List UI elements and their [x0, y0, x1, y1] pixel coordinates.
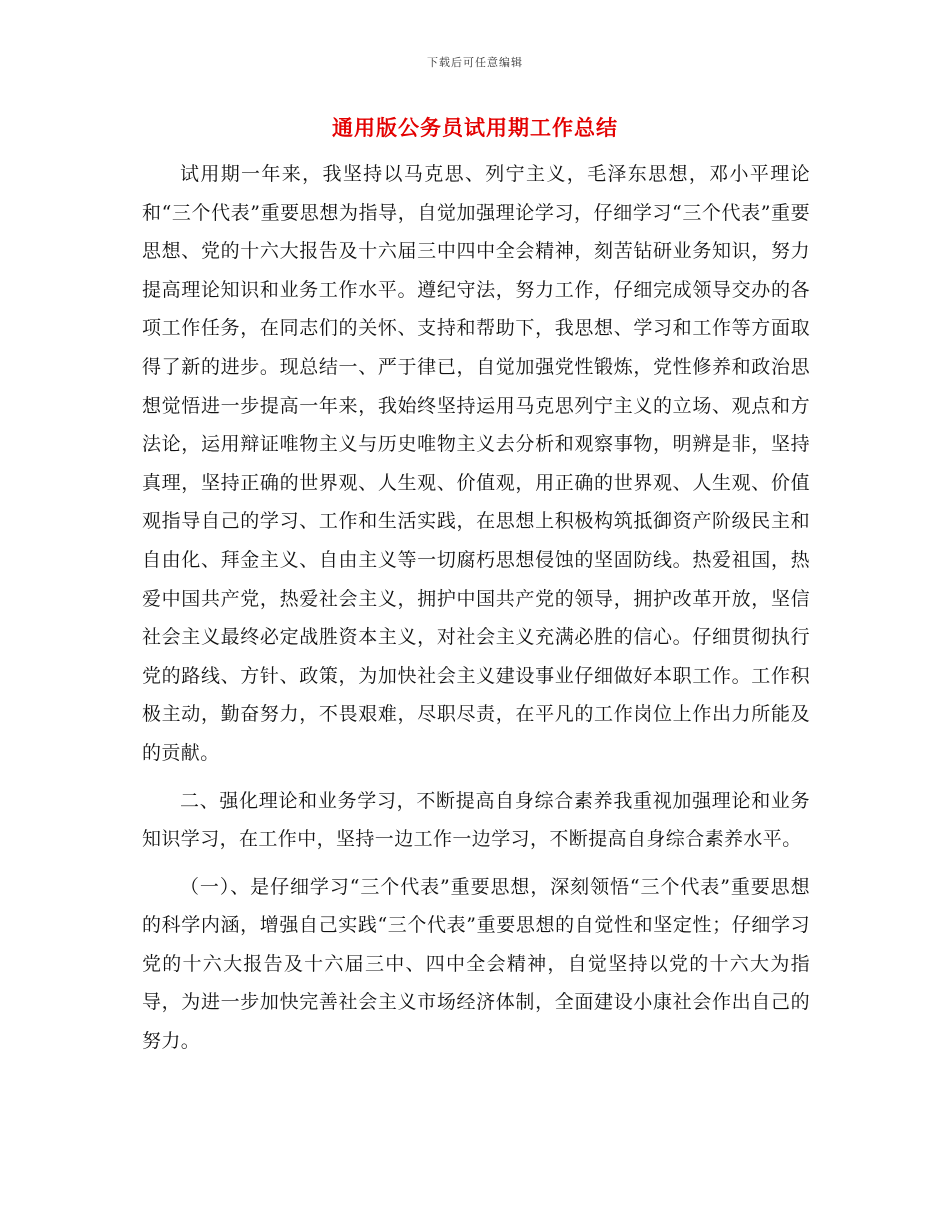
- header-note: 下载后可任意编辑: [427, 56, 523, 69]
- document-body: [142, 155, 810, 1070]
- document-title: 通用版公务员试用期工作总结: [332, 115, 618, 140]
- paragraph-3: （一）、是仔细学习“三个代表”重要思想，深刻领悟“三个代表”重要思想的科学内涵，增强自己实践“三个代表”重要思想的自觉性和坚定性；仔细学习党的十六大报告及十六届三中、四中全会精神，自觉坚持以党的十六大为指导，为进一步加快完善社会主义市场经济体制，全面建设小康社会作出自己的努力。: [142, 875, 810, 1053]
- paragraph-2: 二、强化理论和业务学习，不断提高自身综合素养我重视加强理论和业务知识学习，在工作中，坚持一边工作一边学习，不断提高自身综合素养水平。: [142, 789, 810, 851]
- paragraph-1: 试用期一年来，我坚持以马克思、列宁主义，毛泽东思想，邓小平理论和“三个代表”重要思想为指导，自觉加强理论学习，仔细学习“三个代表”重要思想、党的十六大报告及十六届三中四中全会精神，刻苦钻研业务知识，努力提高理论知识和业务工作水平。遵纪守法，努力工作，仔细完成领导交办的各项工作任务，在同志们的关怀、支持和帮助下，我思想、学习和工作等方面取得了新的进步。现总结一、严于律已，自觉加强党性锻炼，党性修养和政治思想觉悟进一步提高一年来，我始终坚持运用马克思列宁主义的立场、观点和方法论，运用辩证唯物主义与历史唯物主义去分析和观察事物，明辨是非，坚持真理，坚持正确的世界观、人生观、价值观，用正确的世界观、人生观、价值观指导自己的学习、工作和生活实践，在思想上积极构筑抵御资产阶级民主和自由化、拜金主义、自由主义等一切腐朽思想侵蚀的坚固防线。热爱祖国，热爱中国共产党，热爱社会主义，拥护中国共产党的领导，拥护改革开放，坚信社会主义最终必定战胜资本主义，对社会主义充满必胜的信心。仔细贯彻执行党的路线、方针、政策，为加快社会主义建设事业仔细做好本职工作。工作积极主动，勤奋努力，不畏艰难，尽职尽责，在平凡的工作岗位上作出力所能及的贡献。: [142, 163, 810, 764]
